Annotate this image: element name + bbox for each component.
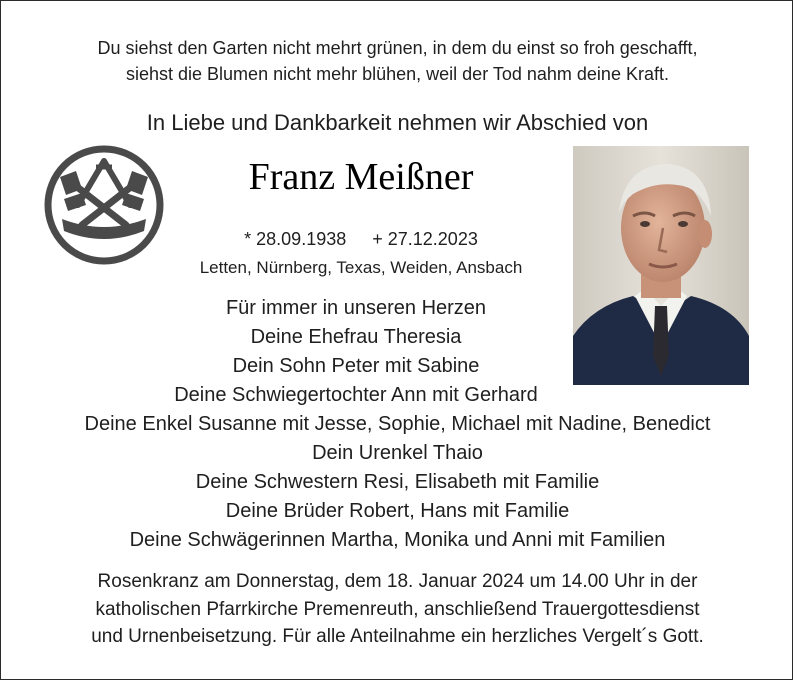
poem-verse <box>1 35 793 87</box>
poem-line-2: siehst die Blumen nicht mehr blühen, weil der Tod nahm deine Kraft. <box>126 64 669 84</box>
mourner-line: Für immer in unseren Herzen <box>225 297 487 319</box>
carpenter-guild-emblem-icon <box>42 143 166 267</box>
mourner-line: Deine Schwestern Resi, Elisabeth mit Familie <box>195 471 600 493</box>
mourner-line: Dein Sohn Peter mit Sabine <box>232 355 480 377</box>
service-announcement <box>1 568 793 651</box>
poem-line-1: Du siehst den Garten nicht mehrt grünen, in dem du einst so froh geschafft, <box>97 38 698 58</box>
farewell-intro: In Liebe und Dankbarkeit nehmen wir Abschied von <box>146 110 649 135</box>
service-line-1: Rosenkranz am Donnerstag, dem 18. Januar 2024 um 14.00 Uhr in der <box>97 571 698 592</box>
life-dates <box>161 226 561 252</box>
portrait-photo <box>573 146 749 385</box>
service-line-3: und Urnenbeisetzung. Für alle Anteilnahme ein herzliches Vergelt´s Gott. <box>91 626 704 647</box>
portrait-image <box>573 146 749 385</box>
life-places: Letten, Nürnberg, Texas, Weiden, Ansbach <box>199 258 523 277</box>
mourner-line: Deine Enkel Susanne mit Jesse, Sophie, Michael mit Nadine, Benedict <box>84 413 711 435</box>
mourner-line: Dein Urenkel Thaio <box>312 442 483 464</box>
mourner-line: Deine Ehefrau Theresia <box>250 326 462 348</box>
service-line-2: katholischen Pfarrkirche Premenreuth, anschließend Trauergottesdienst <box>95 598 700 620</box>
birth-date: * 28.09.1938 <box>244 229 347 249</box>
death-date: + 27.12.2023 <box>372 229 478 249</box>
mourner-line: Deine Schwiegertochter Ann mit Gerhard <box>174 384 538 406</box>
mourner-line: Deine Schwägerinnen Martha, Monika und Anni mit Familien <box>129 529 666 551</box>
mourner-line: Deine Brüder Robert, Hans mit Familie <box>225 500 570 522</box>
deceased-name: Franz Meißner <box>248 156 474 198</box>
